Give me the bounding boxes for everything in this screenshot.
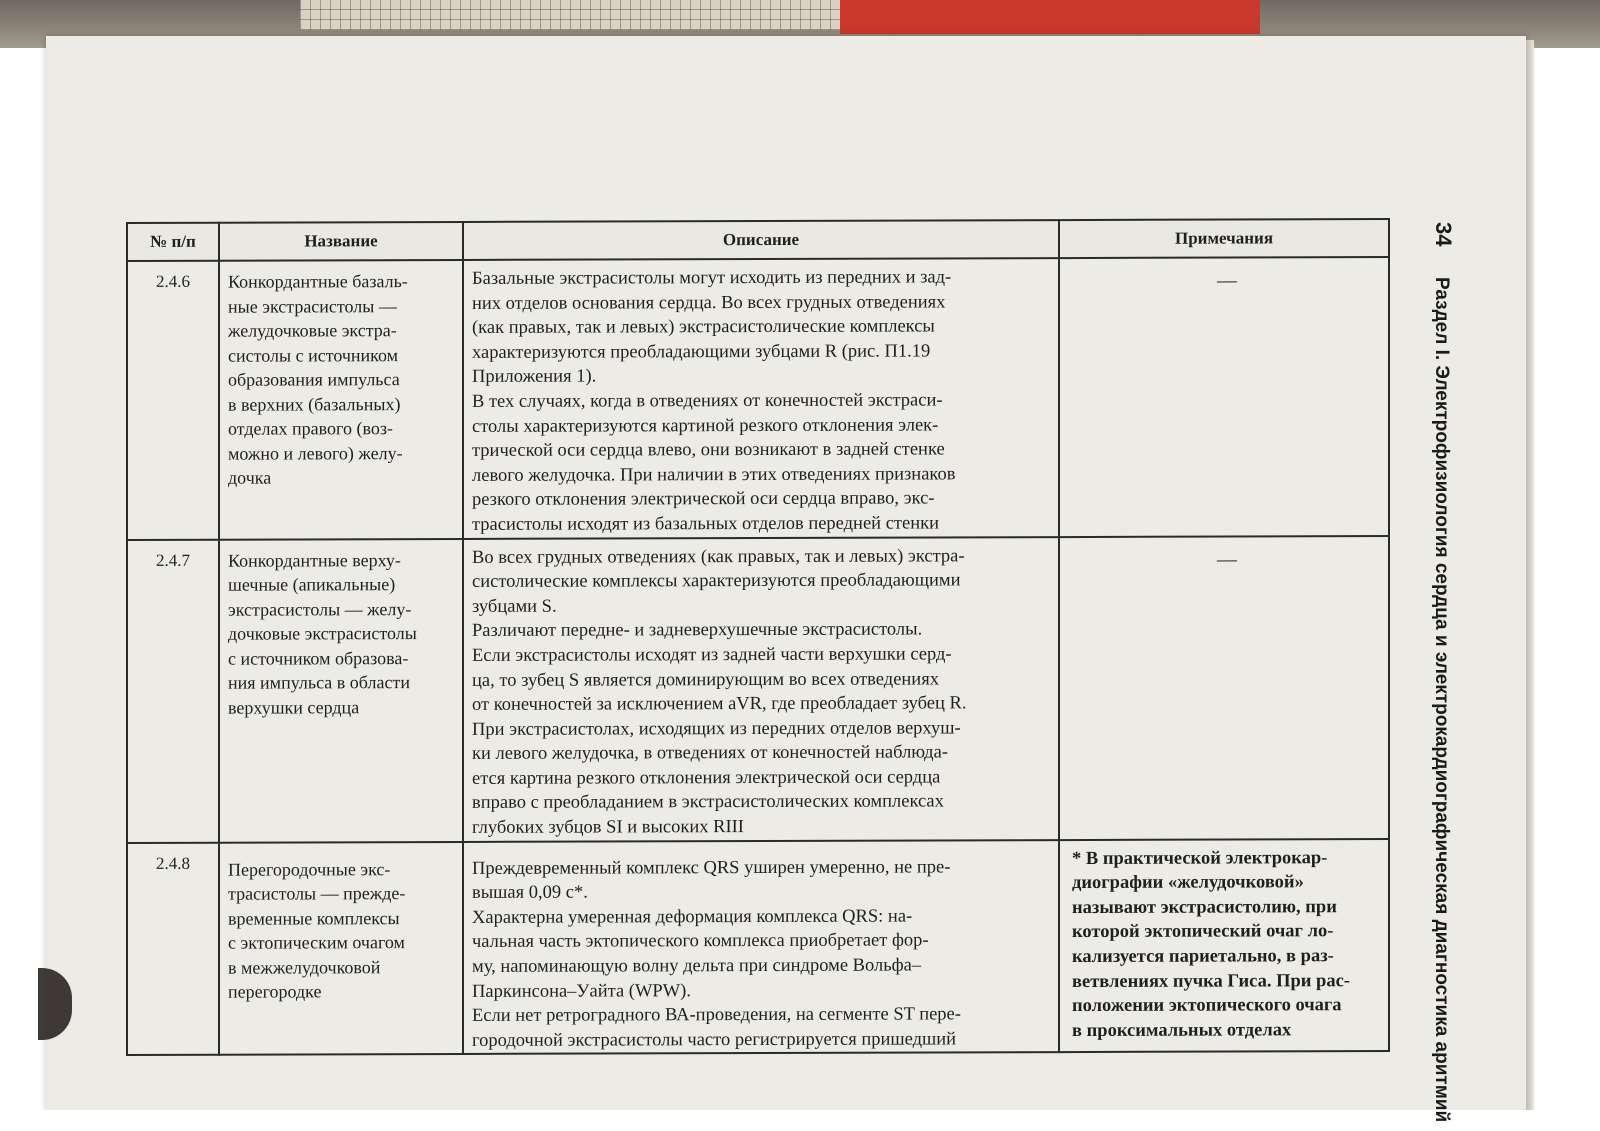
header-desc: Описание	[463, 220, 1059, 260]
text-line: Во всех грудных отведениях (как правых, так и левых) экстра-	[472, 545, 965, 568]
text-line: называют экстрасистолию, при	[1072, 897, 1337, 918]
red-binder-strip	[840, 0, 1260, 34]
text-line: Паркинсона–Уайта (WPW).	[472, 980, 691, 1002]
text-line: отделах правого (воз-	[228, 418, 393, 439]
text-line: Если экстрасистолы исходят из задней части верхушки серд-	[472, 644, 952, 666]
text-line: перегородке	[228, 981, 322, 1002]
page-edge	[1526, 40, 1534, 1110]
text-line: зубцами S.	[472, 596, 557, 617]
text-line: * В практической электрокар-	[1072, 847, 1328, 869]
text-line: ется картина резкого отклонения электрической оси сердца	[472, 767, 941, 789]
row-number: 2.4.6	[127, 261, 219, 540]
text-line: трасистолы исходят из базальных отделов передней стенки	[472, 513, 939, 535]
row-name	[219, 538, 463, 842]
text-line: с эктопическим очагом	[228, 932, 405, 953]
page-number: 34	[1431, 222, 1456, 247]
row-notes	[1059, 839, 1389, 1053]
text-line: можно и левого) желу-	[228, 442, 403, 464]
text-line: ветвлениях пучка Гиса. При рас-	[1072, 970, 1350, 992]
table-header-row	[127, 219, 1389, 261]
row-name	[219, 842, 463, 1056]
text-line: При экстрасистолах, исходящих из передних отделов верхуш-	[472, 718, 961, 740]
table-row	[127, 257, 1389, 539]
text-line: столы характеризуются картиной резкого отклонения элек-	[472, 415, 939, 437]
text-line: положении эктопического очага	[1072, 995, 1342, 1017]
running-header	[1420, 222, 1456, 1123]
row-description	[463, 840, 1059, 1055]
table-container	[126, 218, 1388, 1051]
table-row	[127, 536, 1389, 843]
text-line: В тех случаях, когда в отведениях от конечностей экстраси-	[472, 390, 943, 412]
text-line: диографии «желудочковой»	[1072, 872, 1304, 894]
text-line: (как правых, так и левых) экстрасистолические комплексы	[472, 316, 935, 339]
text-line: которой эктопический очаг ло-	[1072, 921, 1334, 943]
text-line: глубоких зубцов SI и высоких RIII	[472, 817, 744, 838]
arrhythmia-table	[126, 218, 1390, 1056]
text-line: Перегородочные экс-	[228, 858, 391, 880]
text-line: вышая 0,09 с*.	[472, 882, 588, 904]
text-line: Базальные экстрасистолы могут исходить из передних и зад-	[472, 267, 952, 289]
text-line: шечные (апикальные)	[228, 574, 396, 595]
text-line: дочка	[228, 467, 272, 488]
text-line: Конкордантные верху-	[228, 549, 401, 571]
text-line: кализуется париетально, в раз-	[1072, 946, 1334, 968]
header-notes: Примечания	[1059, 219, 1389, 258]
text-line: ца, то зубец S является доминирующим во всех отведениях	[472, 668, 939, 691]
row-number: 2.4.8	[127, 842, 219, 1055]
text-line: образования импульса	[228, 369, 400, 390]
section-title: Раздел I. Электрофизиология сердца и электрокардиографическая диагностика аритмий	[1431, 276, 1452, 1123]
text-line: от конечностей за исключением aVR, где преобладает зубец R.	[472, 693, 967, 716]
row-number: 2.4.7	[127, 539, 219, 842]
bottom-margin	[0, 1110, 1600, 1131]
text-line: Конкордантные базаль-	[228, 271, 408, 292]
text-line: экстрасистолы — желу-	[228, 598, 412, 620]
text-line: вправо с преобладанием в экстрасистолических комплексах	[472, 791, 944, 814]
text-line: дочковые экстрасистолы	[228, 623, 417, 644]
text-line: ки левого желудочка, в отведениях от конечностей наблюда-	[472, 742, 948, 765]
text-line: желудочковые экстра-	[228, 320, 397, 341]
header-num: № п/п	[127, 223, 219, 261]
text-line: —	[1217, 548, 1237, 571]
text-line: в межжелудочковой	[228, 956, 381, 978]
text-line: с источником образова-	[228, 647, 409, 669]
text-line: временные комплексы	[228, 907, 400, 929]
row-notes	[1059, 257, 1389, 537]
row-description	[463, 258, 1059, 538]
text-line: Преждевременный комплекс QRS уширен умеренно, не пре-	[472, 857, 951, 879]
text-line: Если нет ретроградного ВА-проведения, на сегменте ST пере-	[472, 1004, 961, 1027]
text-line: верхушки сердца	[228, 696, 360, 718]
text-line: систолы с источником	[228, 344, 399, 366]
row-notes	[1059, 536, 1389, 840]
text-line: систолические комплексы характеризуются преобладающими	[472, 570, 961, 593]
table-row	[127, 839, 1389, 1056]
text-line: ния импульса в области	[228, 672, 410, 693]
text-line: характеризуются преобладающими зубцами R (рис. П1.19	[472, 341, 931, 363]
text-line: трасистолы — прежде-	[228, 883, 406, 904]
text-line: Характерна умеренная деформация комплекса QRS: на-	[472, 906, 913, 928]
row-description	[463, 537, 1059, 842]
text-line: левого желудочка. При наличии в этих отведениях признаков	[472, 464, 956, 486]
text-line: резкого отклонения электрической оси сердца вправо, экс-	[472, 488, 935, 511]
text-line: му, напоминающую волну дельта при синдроме Вольфа–	[472, 955, 922, 977]
text-line: городочной экстрасистолы часто регистрируется пришедший	[472, 1029, 957, 1051]
text-line: ные экстрасистолы —	[228, 295, 397, 317]
row-name	[219, 260, 463, 539]
text-line: в проксимальных отделах	[1072, 1020, 1292, 1041]
text-line: чальная часть эктопического комплекса приобретает фор-	[472, 930, 929, 953]
header-name: Название	[219, 222, 463, 261]
text-line: Различают передне- и задневерхушечные экстрасистолы.	[472, 619, 923, 642]
text-line: Приложения 1).	[472, 366, 597, 388]
text-line: трической оси сердца влево, они возникают в задней стенке	[472, 439, 945, 462]
text-line: в верхних (базальных)	[228, 393, 401, 415]
text-line: них отделов основания сердца. Во всех грудных отведениях	[472, 292, 946, 314]
text-line: —	[1217, 269, 1237, 292]
